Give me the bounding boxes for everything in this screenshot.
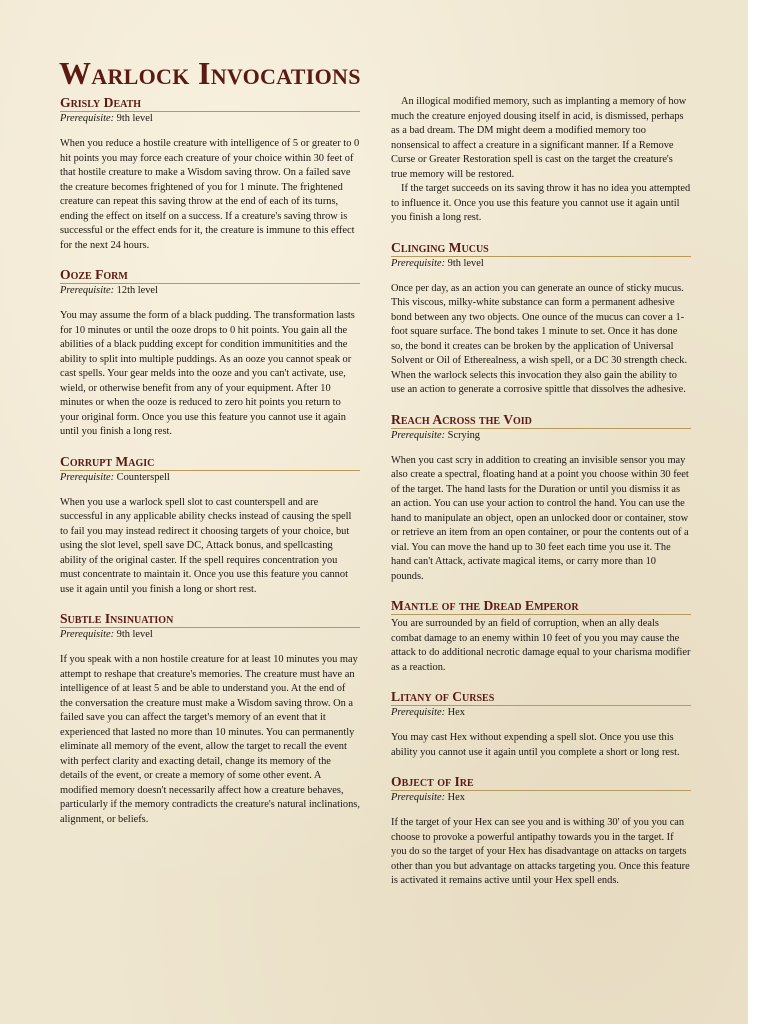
continued-paragraph: An illogical modified memory, such as implanting a memory of how much the creature enjoyed dousing itself in acid, is dismissed, perhaps as a bad dream. The DM might deem a modified memory too nonsensical to affect a creature in a significant manner. If a Remove Curse or Greater Restoration spell is cast on the target the creature's true memory will be restored. bbox=[391, 96, 687, 180]
section-body: You may cast Hex without expending a spell slot. Once you use this ability you cannot use it again until you complete a short or long rest. bbox=[391, 732, 680, 758]
section-heading: Mantle of the Dread Emperor bbox=[391, 598, 691, 615]
page-edge-margin bbox=[748, 0, 768, 1024]
section-body: If you speak with a non hostile creature for at least 10 minutes you may attempt to reshape that creature's memories. The creature must have an intelligence of at least 5 and be able to understand you. At the end of the conversation the creature must make a Wisdom saving throw. On a failed save you can affect the target's memory of an event that it experienced that lasted no more than 10 minutes. You can permanently eliminate all memory of the event, allow the target to recall the event with perfect clarity and exacting detail, change its memory of the details of the event, or create a memory of some other event. A modified memory doesn't necessarily affect how a creature behaves, particularly if the memory contradicts the creature's natural inclinations, alignment, or beliefs. bbox=[60, 654, 360, 825]
section-body: Once per day, as an action you can generate an ounce of sticky mucus. This viscous, milky-white substance can form a permanent adhesive bond between any two objects. One ounce of the mucus can cover a 1-foot square surface. The bond takes 1 minute to set. Once it has done so, the bond it creates can be broken by the application of Universal Solvent or Oil of Etherealness, a wish spell, or a DC 30 strength check. When the warlock selects this invocation they also gain the ability to use an action to generate a corrosive spittle that dissolves the adhesive. bbox=[391, 282, 688, 395]
prerequisite-value: 12th level bbox=[116, 285, 158, 296]
prerequisite-label: Prerequisite: bbox=[391, 792, 446, 803]
prerequisite-label: Prerequisite: bbox=[60, 285, 115, 296]
right-column bbox=[391, 95, 691, 889]
prerequisite-line bbox=[391, 429, 691, 442]
prerequisite-line bbox=[60, 112, 360, 125]
prerequisite-value: Hex bbox=[447, 707, 465, 718]
section-ooze-form bbox=[60, 267, 360, 440]
section-grisly-death bbox=[60, 95, 360, 253]
prerequisite-line bbox=[60, 628, 360, 641]
continued-paragraph: If the target succeeds on its saving throw it has no idea you attempted to influence it. Once you use this feature you cannot use it again until you finish a long rest. bbox=[391, 183, 691, 223]
prerequisite-line bbox=[60, 471, 360, 484]
section-heading: Corrupt Magic bbox=[60, 454, 360, 471]
section-object-of-ire bbox=[391, 774, 691, 889]
section-mantle-of-the-dread-emperor bbox=[391, 598, 691, 675]
section-body: You are surrounded by an field of corruption, when an ally deals combat damage to an enemy within 10 feet of you you may cause the attack to do additional necrotic damage equal to your charisma modifier as a reaction. bbox=[391, 618, 691, 673]
prerequisite-label: Prerequisite: bbox=[60, 113, 115, 124]
prerequisite-value: Counterspell bbox=[116, 471, 170, 483]
section-heading: Ooze Form bbox=[60, 267, 360, 284]
section-body: When you use a warlock spell slot to cast counterspell and are successful in any applicable ability checks instead of causing the spell to fail you may instead redirect it choosing targets of your choice, but using the slot level, spell save DC, Attack bonus, and spellcasting ability of the original caster. If the spell requires concentration you must concentrate to maintain it. Once you use this feature you cannot use it again until you finish a long or short rest. bbox=[60, 496, 352, 595]
section-litany-of-curses bbox=[391, 689, 691, 760]
section-clinging-mucus bbox=[391, 240, 691, 398]
section-reach-across-the-void bbox=[391, 412, 691, 585]
prerequisite-value: 9th level bbox=[116, 113, 153, 124]
prerequisite-label: Prerequisite: bbox=[60, 629, 115, 640]
page-title: Warlock Invocations bbox=[59, 55, 361, 91]
section-body: You may assume the form of a black pudding. The transformation lasts for 10 minutes or until the ooze drops to 0 hit points. You gain all the abilities of a black pudding except for condition immunitities and the ability to split into multiple puddings. As an ooze you cannot speak or cast spells. Your gear melds into the ooze and you can't activate, use, wield, or otherwise benefit from any of your equipment. After 10 minutes or when the ooze is reduced to zero hit points you return to your original form. Once you use this feature you cannot use it again until you finish a long rest. bbox=[60, 310, 355, 437]
prerequisite-value: 9th level bbox=[116, 629, 153, 640]
section-body: When you reduce a hostile creature with intelligence of 5 or greater to 0 hit points you may force each creature of your choice within 30 feet of that hostile creature to make a Wisdom saving throw. On a failed save the creature becomes frightened of you for 1 minute. The frightened creature can repeat this saving throw at the end of each of its turns, ending the effect on itself on a success. If a creature's saving throw is successful or the effect ends for it, the creature is immune to this effect for the next 24 hours. bbox=[60, 138, 360, 251]
prerequisite-value: 9th level bbox=[447, 257, 484, 269]
section-heading: Clinging Mucus bbox=[391, 240, 691, 257]
section-body: If the target of your Hex can see you and is withing 30' of you you can choose to provoke a powerful antipathy towards you in the target. If you do so the target of your Hex has disadvantage on attacks on targets other than you but advantage on attacks targeting you. Once this feature is activated it remains active until your Hex spell ends. bbox=[391, 817, 690, 886]
prerequisite-value: Scrying bbox=[447, 429, 480, 441]
prerequisite-line bbox=[391, 257, 691, 270]
section-heading: Subtle Insinuation bbox=[60, 611, 360, 628]
section-heading: Reach Across the Void bbox=[391, 412, 691, 429]
prerequisite-line bbox=[60, 284, 360, 297]
section-heading: Litany of Curses bbox=[391, 689, 691, 706]
section-heading: Object of Ire bbox=[391, 774, 691, 791]
prerequisite-line bbox=[391, 706, 691, 719]
section-corrupt-magic bbox=[60, 454, 360, 598]
section-subtle-insinuation bbox=[60, 611, 360, 827]
prerequisite-label: Prerequisite: bbox=[391, 429, 446, 441]
prerequisite-label: Prerequisite: bbox=[60, 471, 115, 483]
prerequisite-line bbox=[391, 791, 691, 804]
left-column bbox=[60, 95, 360, 827]
prerequisite-value: Hex bbox=[447, 792, 465, 803]
prerequisite-label: Prerequisite: bbox=[391, 257, 446, 269]
section-heading: Grisly Death bbox=[60, 95, 360, 112]
prerequisite-label: Prerequisite: bbox=[391, 707, 446, 718]
section-body: When you cast scry in addition to creating an invisible sensor you may also create a spectral, floating hand at a point you choose within 30 feet of the target. The hand lasts for the Duration or until you dismiss it as an action. You can use your action to control the hand. You can use the hand to manipulate an object, open an unlocked door or container, stow or retrieve an item from an open container, or pour the contents out of a vial. You can move the hand up to 30 feet each time you use it. The hand can't Attack, activate magical items, or carry more than 10 pounds. bbox=[391, 454, 689, 582]
